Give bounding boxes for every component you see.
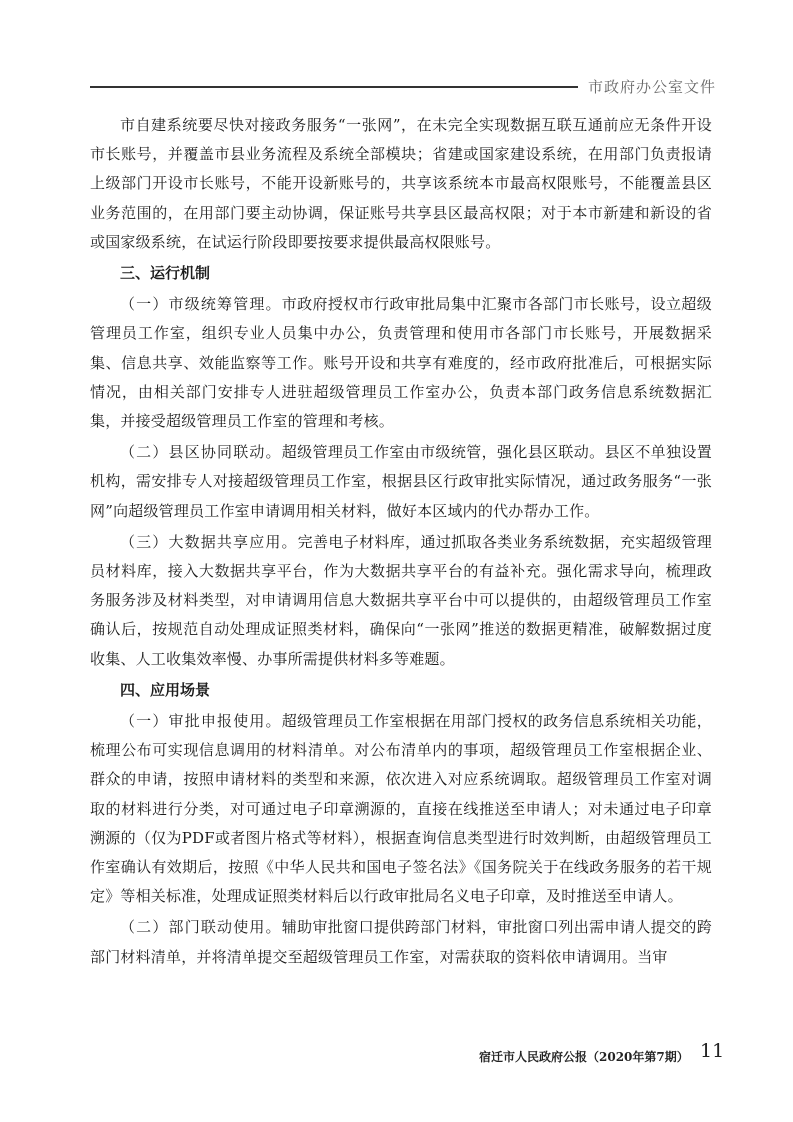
paragraph-4	[90, 528, 712, 674]
section-heading-4: 四、应用场景	[120, 680, 211, 699]
paragraph-5-lead: （一）审批申报使用。	[120, 712, 282, 731]
footer-journal-title: 宿迁市人民政府公报（2020年第7期）	[479, 1050, 689, 1064]
header-rule	[90, 86, 578, 88]
section-heading-3: 三、运行机制	[120, 264, 211, 283]
paragraph-6	[90, 913, 712, 971]
paragraph-2-text: 市政府授权市行政审批局集中汇聚市各部门市长账号，设立超级管理员工作室，组织专业人员集中办公，负责管理和使用市各部门市长账号，开展数据采集、信息共享、效能监察等工作。账号开设和共享有难度的，经市政府批准后，可根据实际情况，由相关部门安排专人进驻超级管理员工作室办公，负责本部门政务信息系统数据汇集，并接受超级管理员工作室的管理和考核。	[90, 295, 712, 431]
paragraph-6-lead: （二）部门联动使用。	[120, 918, 282, 937]
paragraph-3-lead: （二）县区协同联动。	[120, 443, 282, 462]
paragraph-4-lead: （三）大数据共享应用。	[120, 532, 298, 551]
page-number: 11	[700, 1040, 725, 1062]
header-title: 市政府办公室文件	[588, 78, 717, 96]
paragraph-1: 市自建系统要尽快对接政务服务“一张网”，在未完全实现数据互联互通前应无条件开设市长账号，并覆盖市县业务流程及系统全部模块；省建或国家建设系统，在用部门负责报请上级部门开设市长账号，不能开设新账号的，共享该系统本市最高权限账号，不能覆盖县区业务范围的，在用部门要主动协调，保证账号共享县区最高权限；对于本市新建和新设的省或国家级系统，在试运行阶段即要按要求提供最高权限账号。	[90, 116, 712, 251]
paragraph-3	[90, 438, 712, 526]
paragraph-4-text: 完善电子材料库，通过抓取各类业务系统数据，充实超级管理员材料库，接入大数据共享平台，作为大数据共享平台的有益补充。强化需求导向，梳理政务服务涉及材料类型，对申请调用信息大数据共享平台中可以提供的，由超级管理员工作室确认后，按规范自动处理成证照类材料，确保向“一张网”推送的数据更精准，破解数据过度收集、人工收集效率慢、办事所需提供材料多等难题。	[90, 532, 712, 668]
paragraph-6-text: 辅助审批窗口提供跨部门材料，审批窗口列出需申请人提交的跨部门材料清单，并将清单提交至超级管理员工作室，对需获取的资料依申请调用。当审	[90, 918, 712, 966]
paragraph-3-text: 超级管理员工作室由市级统管，强化县区联动。县区不单独设置机构，需安排专人对接超级管理员工作室，根据县区行政审批实际情况，通过政务服务“一张网”向超级管理员工作室申请调用相关材料，做好本区域内的代办帮办工作。	[90, 443, 712, 520]
document-body	[90, 111, 712, 974]
paragraph-5-text: 超级管理员工作室根据在用部门授权的政务信息系统相关功能，梳理公布可实现信息调用的材料清单。对公布清单内的事项，超级管理员工作室根据企业、群众的申请，按照申请材料的类型和来源，依次进入对应系统调取。超级管理员工作室对调取的材料进行分类，对可通过电子印章溯源的，直接在线推送至申请人；对未通过电子印章溯源的（仅为PDF或者图片格式等材料），根据查询信息类型进行时效判断，由超级管理员工作室确认有效期后，按照《中华人民共和国电子签名法》《国务院关于在线政务服务的若干规定》等相关标准，处理成证照类材料后以行政审批局名义电子印章，及时推送至申请人。	[90, 712, 712, 906]
paragraph-2	[90, 290, 712, 436]
paragraph-2-lead: （一）市级统筹管理。	[120, 295, 282, 314]
paragraph-5	[90, 707, 712, 911]
